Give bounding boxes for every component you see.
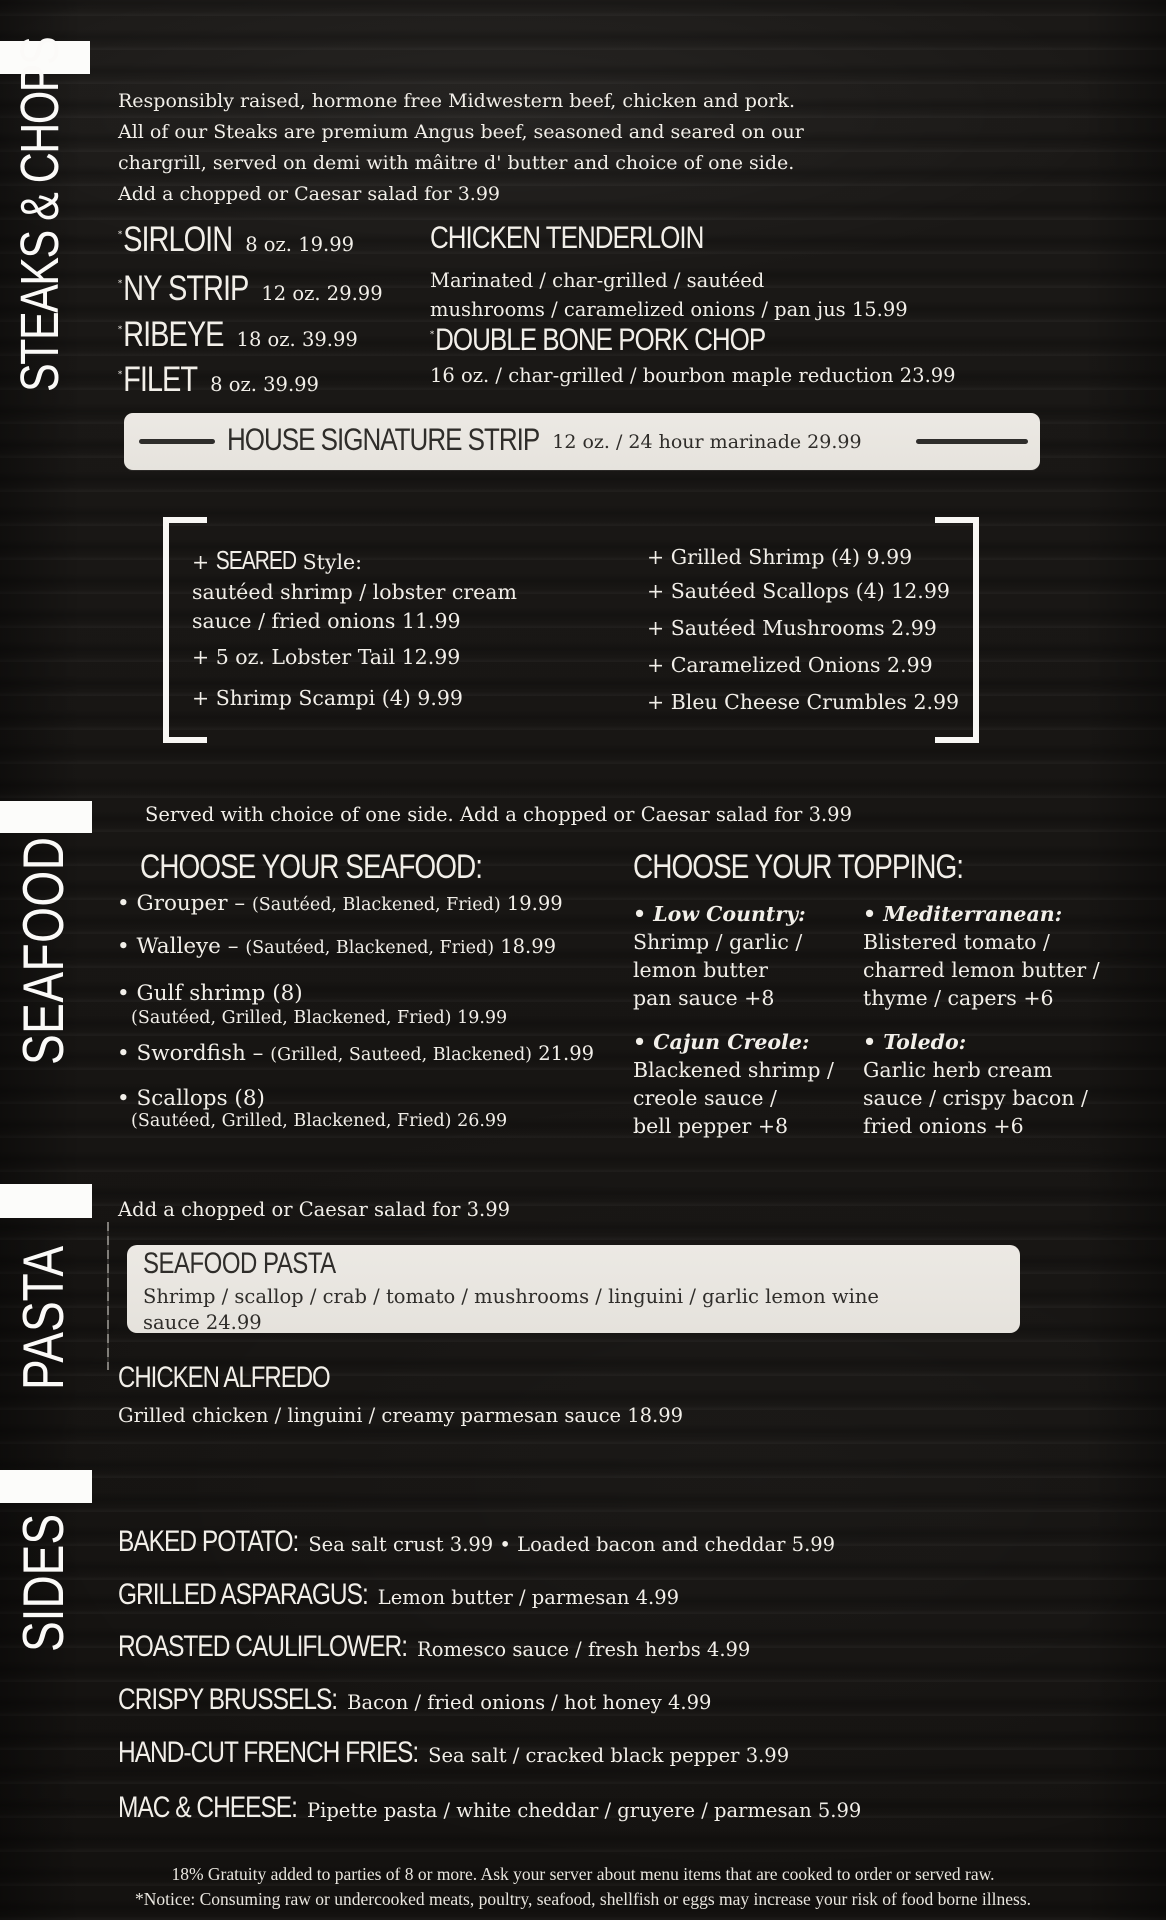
item-name: • Walleye – — [117, 934, 246, 959]
description-line: mushrooms / caramelized onions / pan jus 15.99 — [430, 298, 908, 321]
footer-raw-food-notice: *Notice: Consuming raw or undercooked meats, poultry, seafood, shellfish or eggs may increase your risk of food borne illness. — [134, 1889, 1032, 1909]
item-detail: 8 oz. 19.99 — [245, 233, 355, 256]
addon-grilled-shrimp: + Grilled Shrimp (4) 9.99 — [647, 545, 913, 569]
topping-toledo — [863, 1028, 1088, 1140]
topping-cajun-creole — [633, 1028, 834, 1140]
item-description — [430, 266, 908, 324]
item-name: NY STRIP — [123, 269, 249, 309]
topping-line: fried onions +6 — [863, 1114, 1024, 1138]
item-name: BAKED POTATO: — [118, 1525, 299, 1559]
topping-line: lemon butter — [633, 958, 768, 982]
topping-line: bell pepper +8 — [633, 1114, 789, 1138]
menu-item-pork-chop — [430, 320, 766, 358]
item-name: SIRLOIN — [123, 220, 233, 260]
raw-notice-star: * — [118, 324, 123, 334]
menu-item-sirloin — [118, 220, 355, 260]
section-label-pasta: PASTA — [10, 1246, 76, 1390]
side-item-crispy-brussels — [118, 1683, 712, 1717]
addon-plus: + — [192, 550, 216, 574]
header-text: CHOOSE YOUR SEAFOOD: — [140, 847, 482, 886]
menu-item-chicken-alfredo — [118, 1361, 330, 1395]
topping-line: charred lemon butter / — [863, 958, 1100, 982]
item-styles: (Sautéed, Blackened, Fried) — [251, 895, 501, 915]
banner-rule-right — [916, 439, 1028, 444]
item-styles: (Grilled, Sauteed, Blackened) — [270, 1045, 533, 1065]
item-name: CRISPY BRUSSELS: — [118, 1683, 338, 1717]
section-marker-pasta — [0, 1184, 92, 1218]
item-price: 21.99 — [532, 1042, 595, 1065]
seafood-item-walleye — [117, 934, 556, 959]
item-description: Sea salt crust 3.99 • Loaded bacon and cheddar 5.99 — [308, 1533, 836, 1556]
addon-sauteed-mushrooms: + Sautéed Mushrooms 2.99 — [647, 616, 937, 640]
addon-shrimp-scampi: + Shrimp Scampi (4) 9.99 — [192, 686, 463, 710]
section-marker-sides — [0, 1470, 92, 1503]
description-line: Shrimp / scallop / crab / tomato / mushrooms / linguini / garlic lemon wine — [143, 1285, 879, 1308]
item-name: GRILLED ASPARAGUS: — [118, 1578, 368, 1612]
topping-mediterranean — [863, 900, 1100, 1012]
item-styles: (Sautéed, Blackened, Fried) — [245, 938, 495, 958]
addon-seared-style — [192, 547, 363, 576]
addon-text: Style: — [296, 550, 363, 574]
item-description: Romesco sauce / fresh herbs 4.99 — [417, 1638, 751, 1661]
item-name: MAC & CHEESE: — [118, 1791, 297, 1825]
item-detail: 8 oz. 39.99 — [210, 373, 319, 396]
topping-line: sauce / crispy bacon / — [863, 1086, 1088, 1110]
raw-notice-star: * — [118, 369, 123, 379]
choose-seafood-header — [140, 847, 482, 886]
seafood-item-grouper — [117, 891, 563, 916]
item-description: 16 oz. / char-grilled / bourbon maple reduction 23.99 — [430, 364, 956, 387]
topping-line: creole sauce / — [633, 1086, 777, 1110]
header-text: SEAFOOD PASTA — [143, 1247, 336, 1281]
item-price: 18.99 — [494, 935, 557, 958]
seafood-item-scallops: • Scallops (8) — [117, 1086, 265, 1111]
item-name: CHICKEN ALFREDO — [118, 1361, 330, 1395]
seafood-item-gulf-shrimp: • Gulf shrimp (8) — [117, 981, 303, 1006]
description-line: sauce / fried onions 11.99 — [192, 609, 461, 633]
steaks-intro-line: chargrill, served on demi with mâitre d' butter and choice of one side. — [118, 152, 795, 174]
addon-lobster-tail: + 5 oz. Lobster Tail 12.99 — [192, 645, 461, 669]
addon-bleu-cheese: + Bleu Cheese Crumbles 2.99 — [647, 690, 960, 714]
banner-title: HOUSE SIGNATURE STRIP — [227, 420, 540, 458]
section-label-steaks: STEAKS & CHOPS — [10, 37, 71, 392]
item-description: Grilled chicken / linguini / creamy parmesan sauce 18.99 — [118, 1404, 684, 1427]
description-line: sautéed shrimp / lobster cream — [192, 580, 517, 604]
topping-line: pan sauce +8 — [633, 986, 775, 1010]
menu-item-chicken-tenderloin — [430, 218, 704, 256]
topping-line: Blackened shrimp / — [633, 1058, 834, 1082]
item-name: DOUBLE BONE PORK CHOP — [435, 320, 766, 358]
side-item-french-fries — [118, 1736, 790, 1770]
menu-item-ribeye — [118, 315, 358, 355]
item-description: Sea salt / cracked black pepper 3.99 — [428, 1744, 790, 1767]
section-marker-seafood — [0, 801, 92, 833]
topping-name: • Cajun Creole: — [633, 1030, 810, 1054]
addon-caramelized-onions: + Caramelized Onions 2.99 — [647, 653, 933, 677]
side-item-mac-and-cheese — [118, 1791, 862, 1825]
item-styles: (Sautéed, Grilled, Blackened, Fried) 26.99 — [131, 1111, 508, 1131]
item-name: • Swordfish – — [117, 1041, 271, 1066]
section-label-sides: SIDES — [10, 1513, 76, 1652]
raw-notice-star: * — [118, 229, 123, 239]
item-detail: 12 oz. 29.99 — [261, 282, 383, 305]
raw-notice-star: * — [118, 278, 123, 288]
addon-seared-desc — [192, 578, 517, 636]
item-description: Pipette pasta / white cheddar / gruyere / parmesan 5.99 — [306, 1799, 862, 1822]
item-name: • Grouper – — [117, 891, 252, 916]
steaks-intro-line: Add a chopped or Caesar salad for 3.99 — [118, 183, 500, 205]
addon-sauteed-scallops: + Sautéed Scallops (4) 12.99 — [647, 579, 950, 603]
item-description: Bacon / fried onions / hot honey 4.99 — [347, 1691, 712, 1714]
side-item-baked-potato — [118, 1525, 836, 1559]
description-line: sauce 24.99 — [143, 1311, 262, 1334]
item-name: HAND-CUT FRENCH FRIES: — [118, 1736, 419, 1770]
steaks-intro-line: Responsibly raised, hormone free Midwestern beef, chicken and pork. — [118, 90, 795, 112]
topping-line: Blistered tomato / — [863, 930, 1050, 954]
topping-line: thyme / capers +6 — [863, 986, 1054, 1010]
seafood-item-swordfish — [117, 1041, 594, 1066]
topping-low-country — [633, 900, 806, 1012]
topping-name: • Mediterranean: — [863, 902, 1063, 926]
steaks-intro-line: All of our Steaks are premium Angus beef, seasoned and seared on our — [118, 121, 804, 143]
item-name: RIBEYE — [123, 315, 224, 355]
footer-gratuity-notice: 18% Gratuity added to parties of 8 or more. Ask your server about menu items that are cooked to order or served raw. — [171, 1864, 995, 1884]
item-detail: 18 oz. 39.99 — [236, 328, 358, 351]
item-name: CHICKEN TENDERLOIN — [430, 218, 704, 256]
topping-line: Shrimp / garlic / — [633, 930, 803, 954]
pasta-intro: Add a chopped or Caesar salad for 3.99 — [118, 1198, 511, 1221]
banner-detail: 12 oz. / 24 hour marinade 29.99 — [552, 430, 862, 453]
choose-topping-header — [633, 847, 964, 886]
addon-accent: SEARED — [215, 547, 297, 576]
item-price: 19.99 — [500, 892, 563, 915]
item-name: ROASTED CAULIFLOWER: — [118, 1630, 408, 1664]
side-item-grilled-asparagus — [118, 1578, 680, 1612]
raw-notice-star: * — [430, 329, 435, 339]
section-label-seafood: SEAFOOD — [10, 836, 76, 1065]
topping-line: Garlic herb cream — [863, 1058, 1053, 1082]
description-line: Marinated / char-grilled / sautéed — [430, 269, 765, 292]
menu-item-filet — [118, 360, 319, 400]
steaks-intro — [118, 86, 804, 210]
topping-name: • Toledo: — [863, 1030, 967, 1054]
item-description — [143, 1284, 879, 1336]
item-description: Lemon butter / parmesan 4.99 — [377, 1586, 680, 1609]
banner-rule-left — [139, 439, 215, 444]
item-name — [143, 1247, 336, 1281]
pasta-divider-line — [107, 1222, 109, 1370]
side-item-roasted-cauliflower — [118, 1630, 751, 1664]
header-text: CHOOSE YOUR TOPPING: — [633, 847, 964, 886]
topping-name: • Low Country: — [633, 902, 806, 926]
item-styles: (Sautéed, Grilled, Blackened, Fried) 19.99 — [131, 1008, 508, 1028]
seafood-intro: Served with choice of one side. Add a chopped or Caesar salad for 3.99 — [145, 803, 852, 826]
menu-item-ny-strip — [118, 269, 383, 309]
item-name: FILET — [123, 360, 198, 400]
house-signature-banner — [124, 413, 1040, 470]
seafood-pasta-highlight — [127, 1245, 1020, 1333]
